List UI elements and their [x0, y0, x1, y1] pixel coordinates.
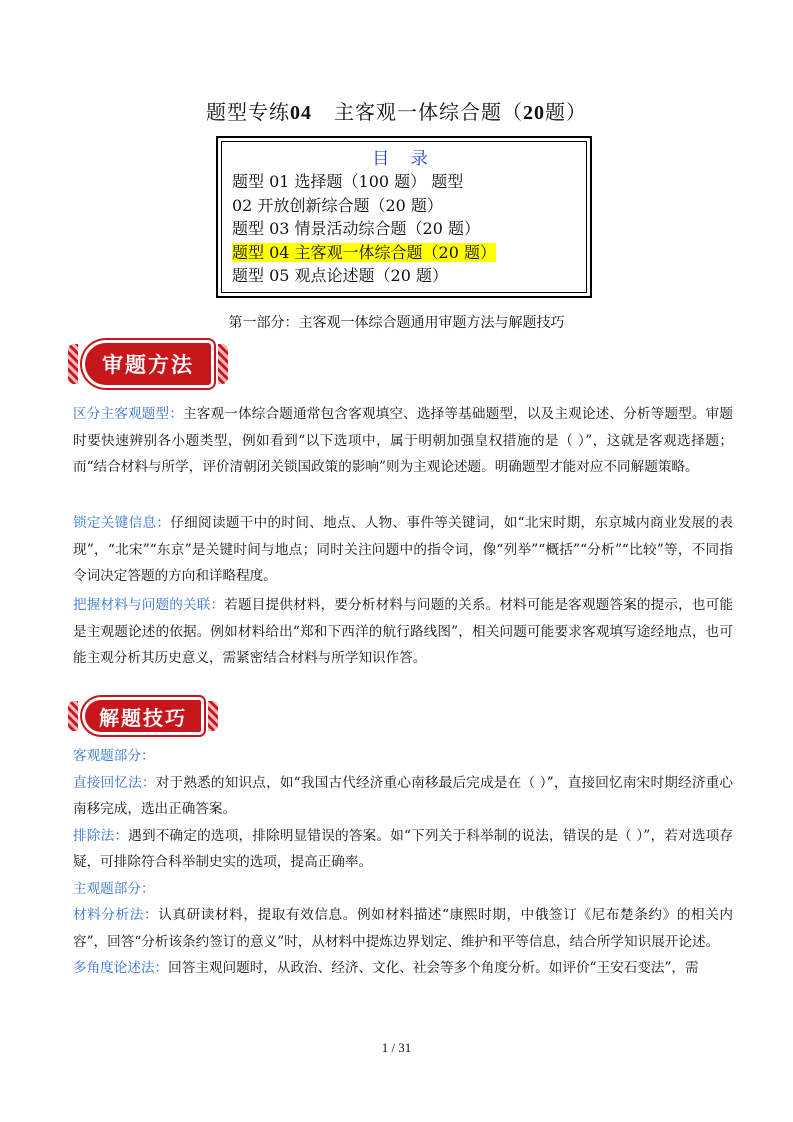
banner-ribbon-decoration [218, 344, 228, 384]
keyword-label: 多角度论述法： [73, 960, 169, 976]
banner-ribbon-decoration [68, 344, 78, 384]
keyword-label: 把握材料与问题的关联： [73, 597, 225, 613]
toc-item[interactable]: 02 开放创新综合题（20 题） [232, 195, 443, 215]
paragraph-elimination-method: 排除法：遇到不确定的选项，排除明显错误的答案。如“下列关于科举制的说法，错误的是（ ）”，若对选项存疑，可排除符合科举制史实的选项，提高正确率。 [73, 827, 734, 870]
banner-ribbon-decoration [208, 701, 218, 731]
solving-skills-section [73, 743, 733, 982]
part-subtitle: 第一部分：主客观一体综合题通用审题方法与解题技巧 [228, 315, 565, 331]
paragraph-recall-method: 直接回忆法：对于熟悉的知识点，如“我国古代经济重心南移最后完成是在（ ）”，直接回忆南宋时期经济重心南移完成，选出正确答案。 [73, 774, 733, 817]
toc-item-current[interactable]: 题型 04 主客观一体综合题（20 题） [232, 242, 496, 262]
keyword-label: 直接回忆法： [73, 774, 156, 791]
toc-item[interactable]: 题型 05 观点论述题（20 题） [232, 266, 448, 285]
paragraph-key-info: 锁定关键信息：仔细阅读题干中的时间、地点、人物、事件等关键词，如“北宋时期，东京城内商业发展的表现”，“北宋”“东京”是关键时间与地点；同时关注问题中的指令词，像“列举”“概括”“分析”“比较”等，不同指令词决定答题的方向和详略程度。 [73, 515, 733, 584]
toc-item[interactable]: 题型 03 情景活动综合题（20 题） [232, 219, 480, 238]
objective-heading: 客观题部分： [73, 748, 155, 764]
page-number: 1 / 31 [381, 1040, 412, 1055]
section-banner-review-method: 审题方法 [82, 340, 214, 388]
document-title: 题型专练04 主客观一体综合题（20题） [205, 100, 588, 124]
table-of-contents [216, 136, 592, 298]
paragraph-material-analysis: 材料分析法：认真研读材料，提取有效信息。例如材料描述“康熙时期，中俄签订《尼布楚条约》的相关内容”，回答“分析该条约签订的意义”时，从材料中提炼边界划定、维护和平等信息，结合所学知识展开论述。 [73, 907, 734, 950]
paragraph-multi-angle: 多角度论述法：回答主观问题时，从政治、经济、文化、社会等多个角度分析。如评价“王安石变法”，需 [73, 960, 699, 976]
toc-item[interactable]: 题型 01 选择题（100 题） 题型 [232, 172, 464, 191]
keyword-label: 锁定关键信息： [73, 515, 171, 531]
keyword-label: 材料分析法： [73, 907, 159, 923]
paragraph-material-link: 把握材料与问题的关联：若题目提供材料，要分析材料与问题的关系。材料可能是客观题答案的提示，也可能是主观题论述的依据。例如材料给出“郑和下西洋的航行路线图”，相关问题可能要求客观填写途经地点，也可能主观分析其历史意义，需紧密结合材料与所学知识作答。 [73, 597, 734, 666]
keyword-label: 排除法： [73, 827, 129, 844]
banner-ribbon-decoration [68, 701, 78, 731]
paragraph-review-type: 区分主客观题型：主客观一体综合题通常包含客观填空、选择等基础题型，以及主观论述、分析等题型。审题时要快速辨别各小题类型，例如看到“以下选项中，属于明朝加强皇权措施的是（ ）”，这就是客观选择题；而“结合材料与所学，评价清朝闭关锁国政策的影响”则为主观论述题。明确题型才能对应不同解题策略。 [73, 406, 734, 475]
keyword-label: 区分主客观题型： [73, 406, 184, 422]
section-banner-solving-skills: 解题技巧 [82, 697, 204, 735]
toc-heading: 目 录 [372, 149, 436, 169]
subjective-heading: 主观题部分： [73, 880, 155, 897]
